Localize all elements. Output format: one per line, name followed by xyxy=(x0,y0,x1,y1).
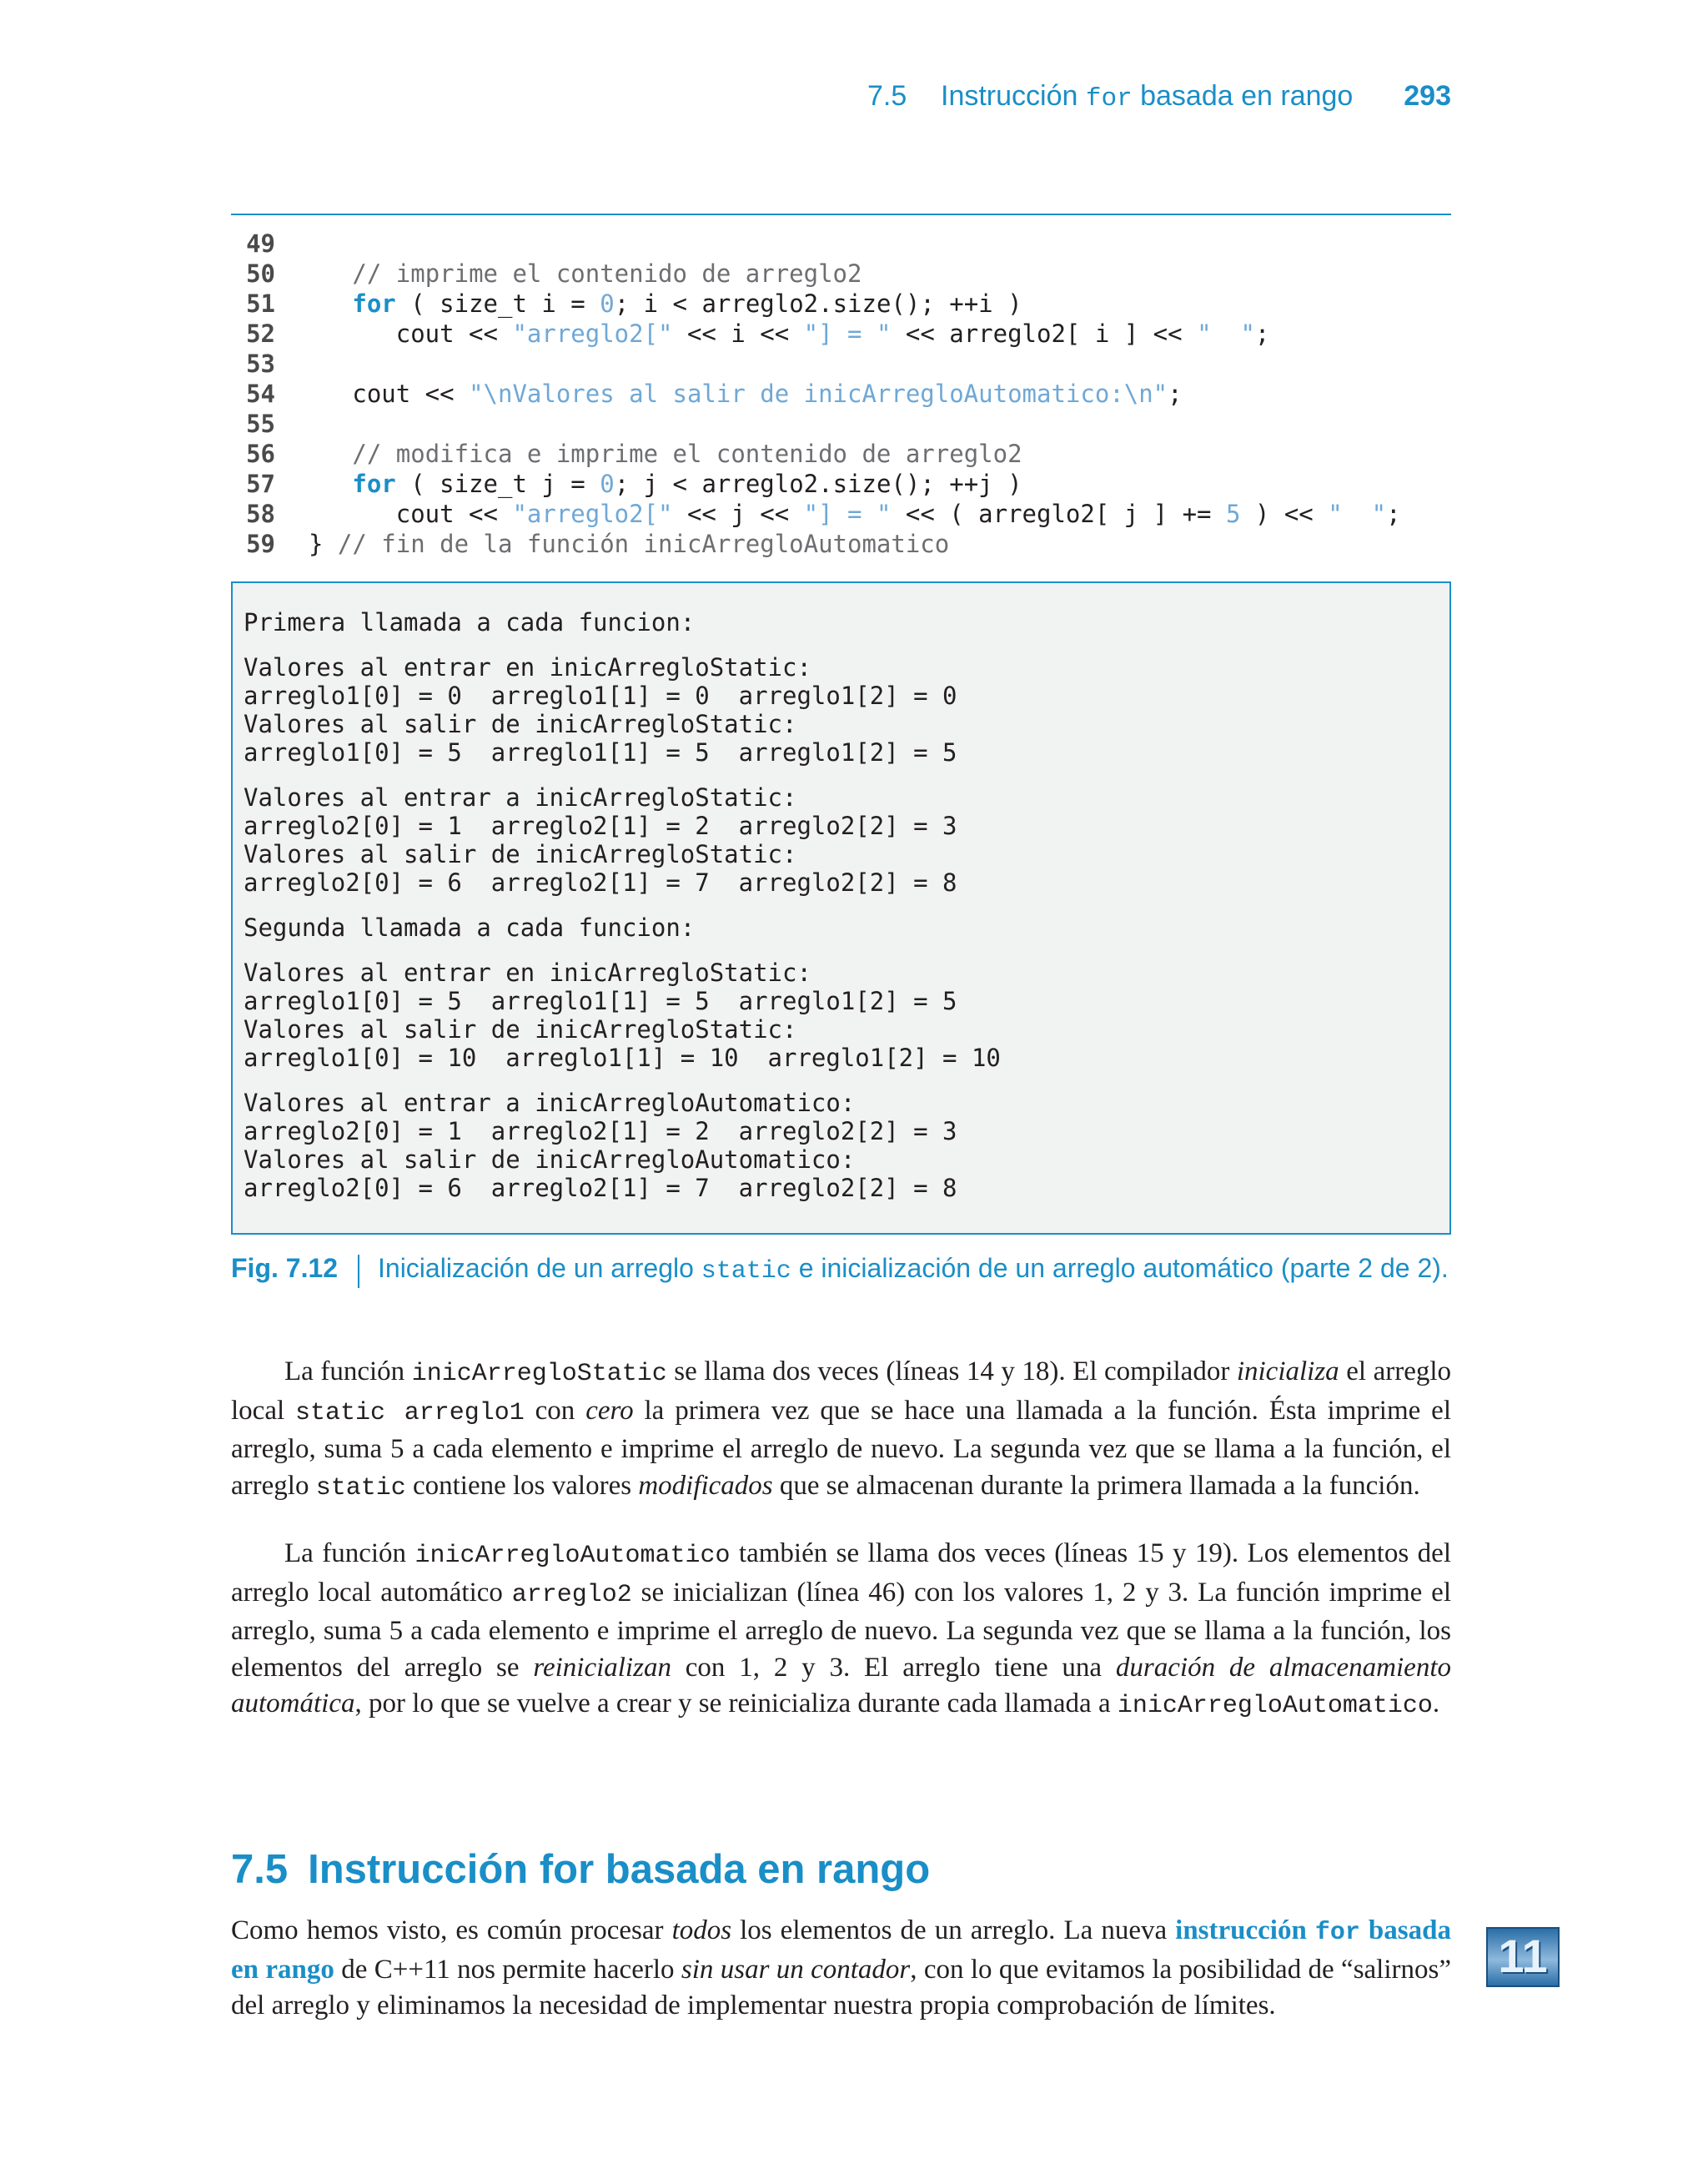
code-line xyxy=(242,259,1451,289)
p2-text: con 1, 2 y 3. El arreglo tiene una xyxy=(671,1652,1116,1683)
output-line: Valores al salir de inicArregloAutomatico: xyxy=(244,1145,856,1174)
running-head-title xyxy=(941,80,1353,113)
line-number: 56 xyxy=(246,440,275,468)
running-head-title-code: for xyxy=(1085,84,1133,113)
output-gap xyxy=(244,897,1449,913)
p1-code: static arreglo1 xyxy=(295,1398,525,1427)
key-term-text: basada en rango xyxy=(231,1915,1451,1985)
caption-separator xyxy=(358,1255,359,1288)
caption-code: static xyxy=(701,1257,791,1286)
code-line xyxy=(242,319,1451,349)
output-line: arreglo1[0] = 10 arreglo1[1] = 10 arreglo1[2] = 10 xyxy=(244,1044,1001,1072)
p2-code: arreglo2 xyxy=(511,1580,632,1609)
output-gap xyxy=(244,942,1449,959)
code-line xyxy=(242,409,1451,439)
p1-code: static xyxy=(315,1473,406,1502)
code-line xyxy=(242,439,1451,469)
figure-number: Fig. 7.12 xyxy=(231,1253,339,1283)
code-line xyxy=(242,379,1451,409)
code-text: for ( size_t i = 0; i < arreglo2.size(); ++i ) xyxy=(352,289,1022,318)
p2-emphasis: duración de almacenamiento automática xyxy=(231,1652,1451,1719)
output-line: arreglo1[0] = 0 arreglo1[1] = 0 arreglo1[2] = 0 xyxy=(244,682,957,710)
output-line: Valores al entrar en inicArregloStatic: xyxy=(244,959,811,987)
p2-code: inicArregloAutomatico xyxy=(1117,1692,1433,1720)
p2-text: . xyxy=(1432,1688,1440,1719)
output-line: arreglo2[0] = 1 arreglo2[1] = 2 arreglo2[2] = 3 xyxy=(244,812,957,840)
caption-text-end: e inicialización de un arreglo automático (parte 2 de 2). xyxy=(791,1253,1449,1283)
running-head-title-text-end: basada en rango xyxy=(1132,80,1354,112)
listing-top-rule xyxy=(231,214,1451,215)
p2-text: , por lo que se vuelve a crear y se reinicializa durante cada llamada a xyxy=(354,1688,1118,1719)
code-text: cout << "arreglo2[" << i << "] = " << arreglo2[ i ] << " "; xyxy=(309,320,1270,348)
line-number: 49 xyxy=(246,229,275,258)
p1-text: la primera vez que se hace una llamada a la función. Ésta imprime el arreglo, suma 5 a cada elemento e imprime el arreglo de nuevo. La segunda vez que se llama a la función, el arreglo xyxy=(231,1395,1451,1501)
program-output-box xyxy=(231,581,1451,1235)
p2-code: inicArregloAutomatico xyxy=(414,1542,731,1570)
p1-emphasis: cero xyxy=(585,1395,634,1426)
p1-text: el arreglo local xyxy=(231,1356,1452,1426)
running-head xyxy=(867,80,1451,120)
output-line: arreglo1[0] = 5 arreglo1[1] = 5 arreglo1[2] = 5 xyxy=(244,987,957,1015)
p1-emphasis: modificados xyxy=(638,1470,773,1501)
output-line: Valores al salir de inicArregloStatic: xyxy=(244,840,797,868)
paragraph-range-for xyxy=(231,1913,1451,2025)
line-number: 58 xyxy=(246,500,275,528)
p3-text: , con lo que evitamos la posibilidad de “salirnos” del arreglo y eliminamos la necesidad de implementar nuestra propia comprobación de límites. xyxy=(231,1954,1452,2020)
code-line xyxy=(242,349,1451,379)
code-text: // modifica e imprime el contenido de arreglo2 xyxy=(352,440,1022,468)
line-number: 53 xyxy=(246,350,275,378)
output-line: arreglo2[0] = 6 arreglo2[1] = 7 arreglo2[2] = 8 xyxy=(244,868,957,897)
line-number: 55 xyxy=(246,410,275,438)
p1-text: con xyxy=(524,1395,586,1426)
code-line xyxy=(242,469,1451,499)
output-gap xyxy=(244,637,1449,653)
section-heading xyxy=(231,1846,1399,1893)
code-listing xyxy=(242,229,1451,559)
code-text: } // fin de la función inicArregloAutomatico xyxy=(309,530,950,558)
code-text: cout << "\nValores al salir de inicArregloAutomatico:\n"; xyxy=(309,380,1183,408)
line-number: 59 xyxy=(246,530,275,558)
caption-text-start: Inicialización de un arreglo xyxy=(378,1253,701,1283)
output-gap xyxy=(244,767,1449,783)
p1-text: que se almacenan durante la primera llamada a la función. xyxy=(772,1470,1420,1501)
line-number: 57 xyxy=(246,470,275,498)
code-text: for ( size_t j = 0; j < arreglo2.size(); ++j ) xyxy=(352,470,1022,498)
paragraph-automatic xyxy=(231,1536,1451,1725)
running-head-section: 7.5 xyxy=(867,80,907,112)
p1-code: inicArregloStatic xyxy=(411,1360,667,1388)
code-line xyxy=(242,499,1451,529)
p1-text: se llama dos veces (líneas 14 y 18). El compilador xyxy=(666,1356,1237,1386)
paragraph-static xyxy=(231,1354,1451,1507)
output-line: Segunda llamada a cada funcion: xyxy=(244,913,696,942)
p1-emphasis: inicializa xyxy=(1236,1356,1339,1386)
output-line: Valores al entrar a inicArregloAutomatico: xyxy=(244,1089,856,1117)
p2-text: también se llama dos veces (líneas 15 y 19). Los elementos del arreglo local automático xyxy=(231,1538,1451,1608)
code-text: // imprime el contenido de arreglo2 xyxy=(352,259,862,288)
p3-emphasis: sin usar un contador xyxy=(681,1954,911,1985)
p2-text: La función xyxy=(284,1538,415,1568)
p3-text: Como hemos visto, es común procesar xyxy=(231,1915,672,1945)
output-gap xyxy=(244,1072,1449,1089)
line-number: 54 xyxy=(246,380,275,408)
section-title: Instrucción for basada en rango xyxy=(308,1847,931,1892)
figure-caption xyxy=(231,1253,1457,1290)
output-line: Valores al entrar en inicArregloStatic: xyxy=(244,653,811,682)
page-number: 293 xyxy=(1404,80,1451,112)
p3-text: de C++11 nos permite hacerlo xyxy=(334,1954,681,1985)
code-line xyxy=(242,529,1451,559)
p3-emphasis: todos xyxy=(671,1915,732,1945)
running-head-title-text: Instrucción xyxy=(941,80,1086,112)
p1-text: contiene los valores xyxy=(405,1470,639,1501)
output-line: Valores al salir de inicArregloStatic: xyxy=(244,710,797,738)
p3-text: los elementos de un arreglo. La nueva xyxy=(731,1915,1176,1945)
code-text: cout << "arreglo2[" << j << "] = " << ( arreglo2[ j ] += 5 ) << " "; xyxy=(309,500,1401,528)
cpp11-icon: 11 xyxy=(1486,1927,1560,1987)
key-term-code: for xyxy=(1314,1919,1360,1947)
line-number: 50 xyxy=(246,259,275,288)
output-line: arreglo2[0] = 1 arreglo2[1] = 2 arreglo2[2] = 3 xyxy=(244,1117,957,1145)
p2-text: se inicializan (línea 46) con los valores 1, 2 y 3. La función imprime el arreglo, suma 5 a cada elemento e imprime el arreglo de nuevo. La segunda vez que se llama a la función, los elementos del arreglo se xyxy=(231,1577,1451,1683)
caption-text xyxy=(378,1253,1449,1286)
output-line: Valores al salir de inicArregloStatic: xyxy=(244,1015,797,1044)
code-line xyxy=(242,289,1451,319)
output-line: Primera llamada a cada funcion: xyxy=(244,608,696,637)
line-number: 51 xyxy=(246,289,275,318)
line-number: 52 xyxy=(246,320,275,348)
key-term-text: instrucción xyxy=(1175,1915,1315,1945)
output-line: arreglo2[0] = 6 arreglo2[1] = 7 arreglo2[2] = 8 xyxy=(244,1174,957,1202)
code-line xyxy=(242,229,1451,259)
p2-emphasis: reinicializan xyxy=(533,1652,671,1683)
output-line: arreglo1[0] = 5 arreglo1[1] = 5 arreglo1[2] = 5 xyxy=(244,738,957,767)
section-number: 7.5 xyxy=(231,1847,289,1892)
p1-text: La función xyxy=(284,1356,412,1386)
output-line: Valores al entrar a inicArregloStatic: xyxy=(244,783,797,812)
